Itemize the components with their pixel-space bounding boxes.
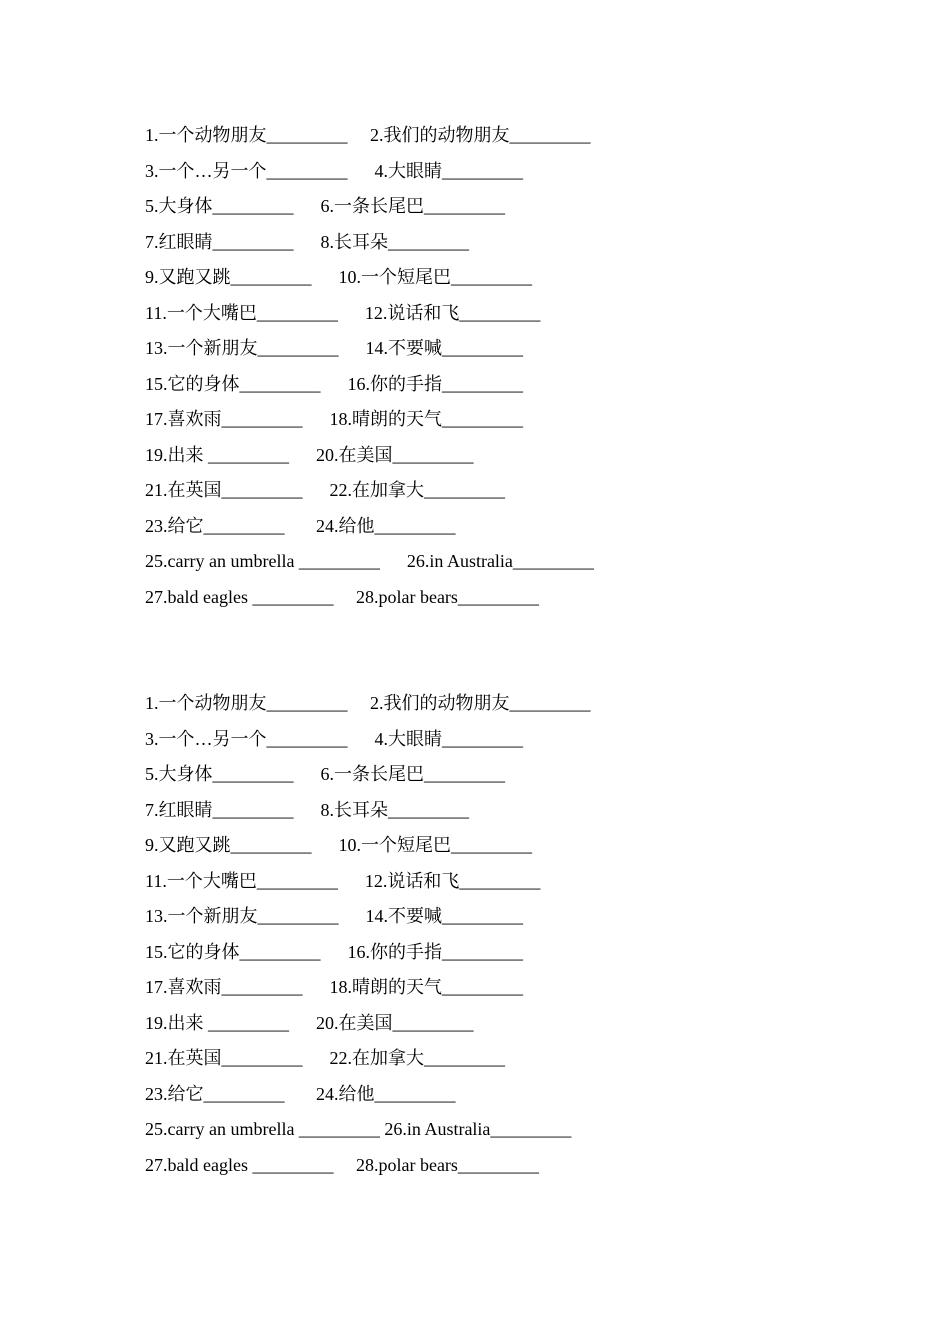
exercise-line-1-2: 1.一个动物朋友_________ 2.我们的动物朋友_________ — [145, 693, 591, 713]
exercise-line-23-24: 23.给它_________ 24.给他_________ — [145, 1083, 456, 1104]
exercise-line-17-18: 17.喜欢雨_________ 18.晴朗的天气_________ — [145, 409, 523, 429]
exercise-line-17-18: 17.喜欢雨_________ 18.晴朗的天气_________ — [145, 977, 523, 997]
exercise-line-19-20: 19.出来 _________ 20.在美国_________ — [145, 444, 474, 465]
exercise-line-21-22: 21.在英国_________ 22.在加拿大_________ — [145, 1048, 505, 1068]
exercise-line-27-28: 27.bald eagles _________ 28.polar bears_________ — [145, 1154, 539, 1175]
exercise-line-23-24: 23.给它_________ 24.给他_________ — [145, 515, 456, 536]
exercise-line-27-28: 27.bald eagles _________ 28.polar bears_________ — [145, 586, 539, 607]
exercise-line-5-6: 5.大身体_________ 6.一条长尾巴_________ — [145, 764, 505, 784]
exercise-line-7-8: 7.红眼睛_________ 8.长耳朵_________ — [145, 231, 469, 252]
exercise-line-1-2: 1.一个动物朋友_________ 2.我们的动物朋友_________ — [145, 125, 591, 145]
exercise-line-3-4: 3.一个…另一个_________ 4.大眼睛_________ — [145, 160, 523, 181]
exercise-line-15-16: 15.它的身体_________ 16.你的手指_________ — [145, 941, 523, 962]
exercise-line-9-10: 9.又跑又跳_________ 10.一个短尾巴_________ — [145, 267, 532, 287]
exercise-line-3-4: 3.一个…另一个_________ 4.大眼睛_________ — [145, 728, 523, 749]
exercise-line-25-26: 25.carry an umbrella _________ 26.in Australia_________ — [145, 1119, 572, 1139]
exercise-line-15-16: 15.它的身体_________ 16.你的手指_________ — [145, 373, 523, 394]
exercise-line-13-14: 13.一个新朋友_________ 14.不要喊_________ — [145, 338, 523, 358]
exercise-line-5-6: 5.大身体_________ 6.一条长尾巴_________ — [145, 196, 505, 216]
exercise-line-13-14: 13.一个新朋友_________ 14.不要喊_________ — [145, 906, 523, 926]
worksheet-bottom — [145, 686, 845, 1183]
worksheet-top — [145, 118, 845, 615]
exercise-line-19-20: 19.出来 _________ 20.在美国_________ — [145, 1012, 474, 1033]
exercise-line-21-22: 21.在英国_________ 22.在加拿大_________ — [145, 480, 505, 500]
exercise-line-25-26: 25.carry an umbrella _________ 26.in Australia_________ — [145, 551, 594, 571]
exercise-line-7-8: 7.红眼睛_________ 8.长耳朵_________ — [145, 799, 469, 820]
exercise-line-11-12: 11.一个大嘴巴_________ 12.说话和飞_________ — [145, 302, 541, 323]
exercise-line-9-10: 9.又跑又跳_________ 10.一个短尾巴_________ — [145, 835, 532, 855]
exercise-line-11-12: 11.一个大嘴巴_________ 12.说话和飞_________ — [145, 870, 541, 891]
